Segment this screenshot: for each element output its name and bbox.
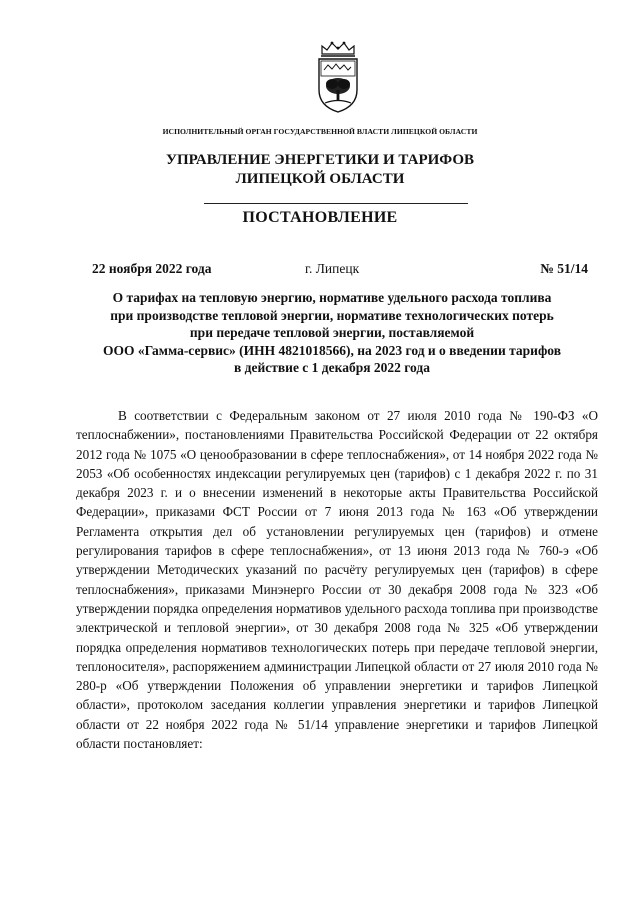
issuer-name: ИСПОЛНИТЕЛЬНЫЙ ОРГАН ГОСУДАРСТВЕННОЙ ВЛАСТИ ЛИПЕЦКОЙ ОБЛАСТИ: [162, 127, 478, 136]
document-meta: [92, 261, 588, 279]
document-body: [76, 406, 598, 753]
agency-name: [0, 151, 640, 189]
coat-of-arms-icon: [313, 40, 363, 114]
title-line: в действие с 1 декабря 2022 года: [233, 360, 430, 376]
title-line: ООО «Гамма-сервис» (ИНН 4821018566), на 2023 год и о введении тарифов: [102, 342, 561, 358]
body-paragraph: В соответствии с Федеральным законом от 27 июля 2010 года № 190-ФЗ «О теплоснабжении», постановлениями Правительства Российской Федерации от 22 октября 2012 года № 1075 «О ценообразовании в сфере теплоснабжения», от 14 ноября 2022 года № 2053 «Об особенностях индексации регулируемых цен (тарифов) с 1 декабря 2022 г. по 31 декабря 2023 г. и о внесении изменений в некоторые акты Правительства Российской Федерации», приказами ФСТ России от 7 июня 2013 года № 163 «Об утверждении Регламента открытия дел об установлении регулируемых цен (тарифов) и отмене регулирования тарифов в сфере теплоснабжения», от 13 июня 2013 года № 760-э «Об утверждении Методических указаний по расчёту регулируемых цен (тарифов) в сфере теплоснабжения», приказами Минэнерго России от 30 декабря 2008 года № 323 «Об утверждении порядка определения нормативов удельного расхода топлива при производстве электрической и тепловой энергии», от 30 декабря 2008 года № 325 «Об утверждении порядка определения нормативов технологических потерь при передаче тепловой энергии, теплоносителя», распоряжением администрации Липецкой области от 27 июля 2010 года № 280-р «Об утверждении Положения об управлении энергетики и тарифов Липецкой области», протоколом заседания коллегии управления энергетики и тарифов Липецкой области от 22 ноября 2022 года № 51/14 управление энергетики и тарифов Липецкой области постановляет:: [76, 408, 598, 752]
agency-name-line: ЛИПЕЦКОЙ ОБЛАСТИ: [235, 171, 405, 187]
title-line: О тарифах на тепловую энергию, нормативе удельного расхода топлива: [112, 290, 552, 305]
agency-name-line: УПРАВЛЕНИЕ ЭНЕРГЕТИКИ И ТАРИФОВ: [165, 152, 475, 168]
document-city: г. Липецк: [305, 261, 360, 276]
document-date: 22 ноября 2022 года: [92, 261, 212, 276]
divider: [204, 203, 468, 204]
document-number: № 51/14: [540, 261, 588, 276]
title-line: при передаче тепловой энергии, поставляемой: [189, 325, 475, 341]
document-title: [70, 289, 594, 377]
document-type: ПОСТАНОВЛЕНИЕ: [242, 209, 398, 226]
title-line: при производстве тепловой энергии, нормативе технологических потерь: [110, 307, 554, 323]
